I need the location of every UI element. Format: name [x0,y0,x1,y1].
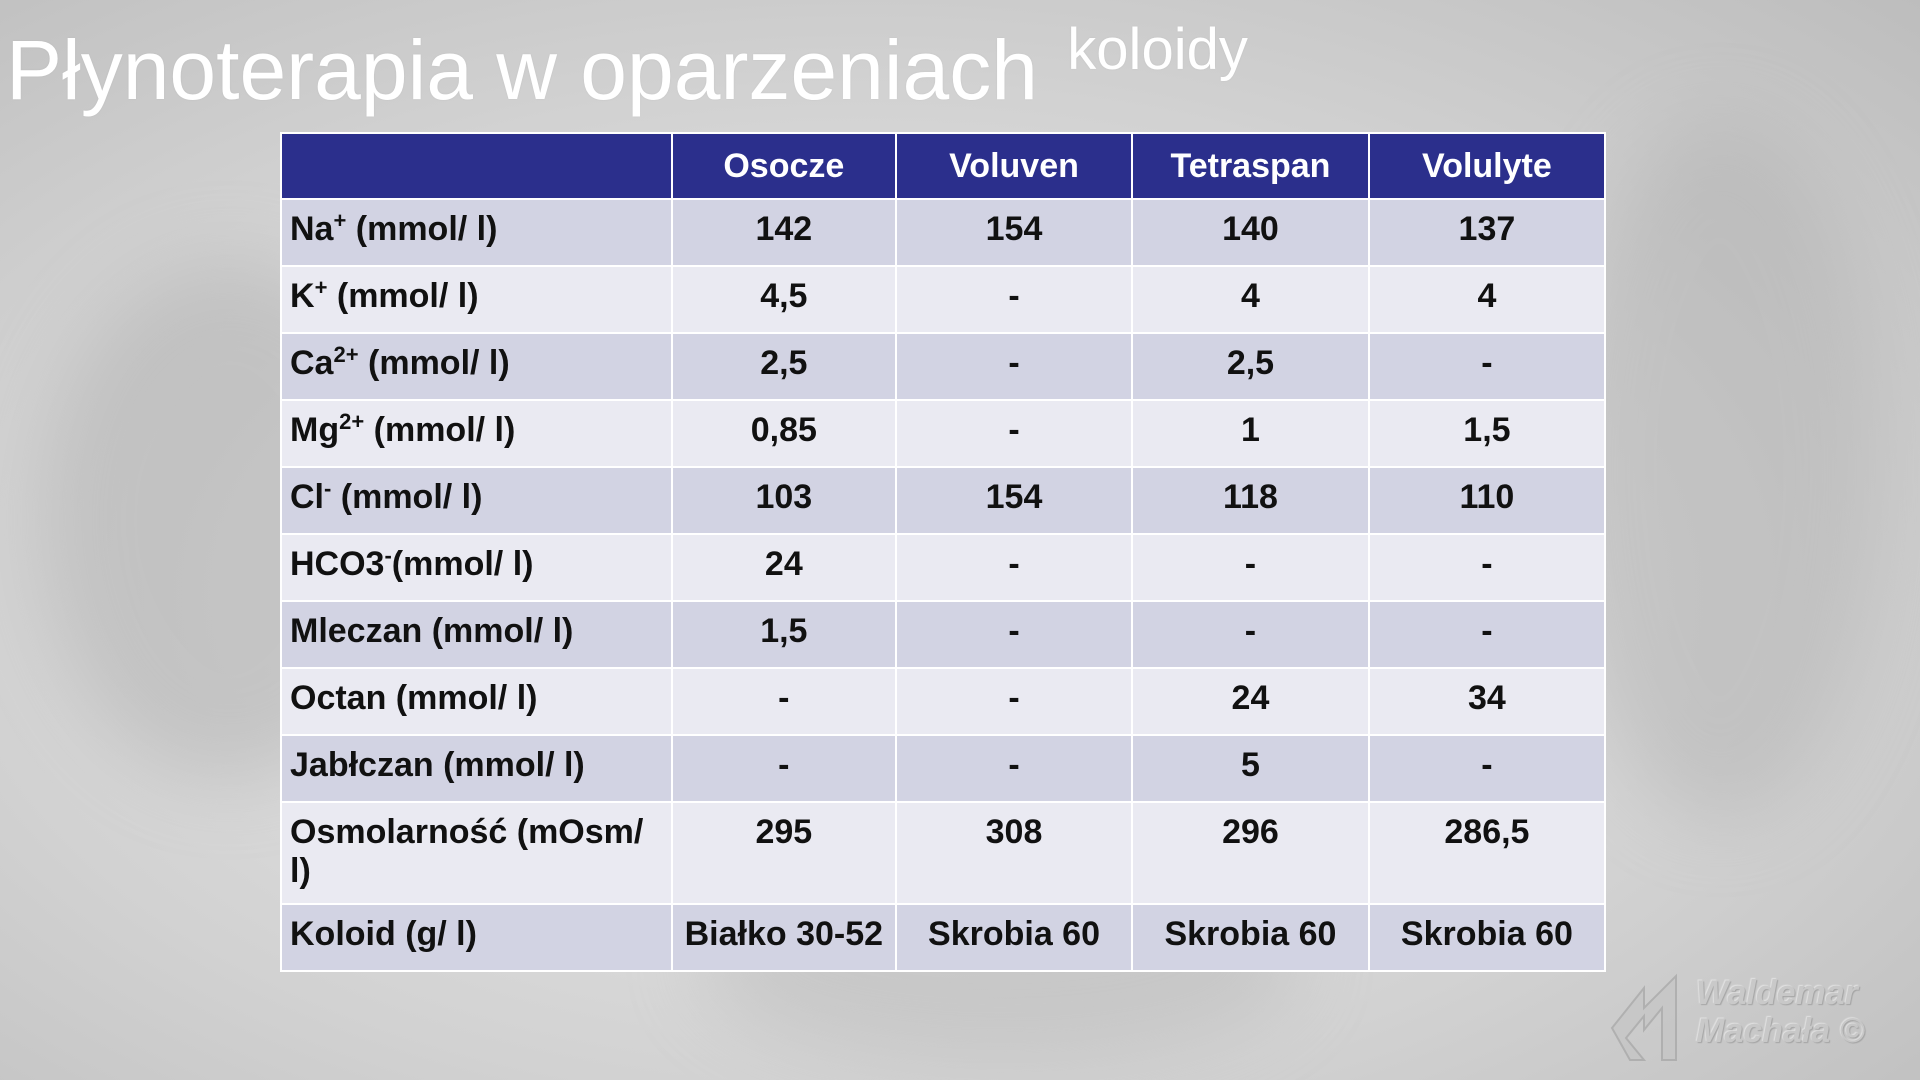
table-cell: - [672,735,896,802]
table-cell: - [1132,534,1369,601]
table-cell: - [1369,601,1605,668]
table-row [281,735,1605,802]
row-label: Mleczan (mmol/ l) [290,612,574,650]
table-cell: 296 [1132,802,1369,904]
background-shade [1560,120,1880,820]
row-label-superscript: - [324,476,332,501]
author-watermark [1604,968,1904,1068]
table-cell: 110 [1369,467,1605,534]
table-cell: 154 [896,199,1132,266]
table-row [281,534,1605,601]
table-row [281,601,1605,668]
table-row [281,467,1605,534]
row-label-cell [281,668,672,735]
row-label: Koloid (g/ l) [290,915,477,953]
table-row [281,333,1605,400]
table-cell: 4 [1369,266,1605,333]
table-cell: - [896,333,1132,400]
row-label: Mg [290,411,340,449]
table-cell: 5 [1132,735,1369,802]
table-cell: - [1132,601,1369,668]
row-label: K [290,277,315,315]
row-label: HCO3 [290,545,385,583]
table-cell: 34 [1369,668,1605,735]
row-label-cell [281,467,672,534]
row-label-superscript: 2+ [333,342,359,367]
row-label-cell [281,534,672,601]
table-cell: 308 [896,802,1132,904]
table-header-row [281,133,1605,199]
table-cell: 1,5 [1369,400,1605,467]
table-cell: 4,5 [672,266,896,333]
slide-title [6,0,1248,120]
table-cell: - [896,668,1132,735]
table-cell: 140 [1132,199,1369,266]
slide-title-text: Płynoterapia w oparzeniach [6,23,1038,117]
table-cell: 4 [1132,266,1369,333]
table-body [281,199,1605,971]
row-label: Ca [290,344,334,382]
header-cell-voluven: Voluven [896,133,1132,199]
watermark-line-2: Machała © [1696,1012,1865,1050]
row-label: Octan (mmol/ l) [290,679,538,717]
header-cell-osocze: Osocze [672,133,896,199]
table-cell: 0,85 [672,400,896,467]
table-cell: - [896,735,1132,802]
row-label-unit: (mmol/ l) [391,545,534,583]
row-label-cell [281,333,672,400]
table-cell: 24 [672,534,896,601]
watermark-line-1: Waldemar [1696,974,1858,1012]
table-cell: 154 [896,467,1132,534]
table-cell: Skrobia 60 [896,904,1132,971]
row-label-cell [281,266,672,333]
table-cell: 286,5 [1369,802,1605,904]
row-label-superscript: 2+ [339,409,365,434]
table-row [281,668,1605,735]
table-cell: - [896,266,1132,333]
table-cell: - [672,668,896,735]
table-cell: 118 [1132,467,1369,534]
table-cell: 24 [1132,668,1369,735]
table-row [281,266,1605,333]
row-label-cell [281,802,672,904]
slide-title-superscript: koloidy [1067,17,1248,82]
table-cell: Skrobia 60 [1369,904,1605,971]
wm-logo-icon [1604,968,1694,1068]
table-cell: 295 [672,802,896,904]
table-cell: - [896,601,1132,668]
row-label-cell [281,400,672,467]
row-label-unit: (mmol/ l) [331,478,483,516]
table-cell: - [896,400,1132,467]
table-cell: 103 [672,467,896,534]
table-cell: - [896,534,1132,601]
row-label-cell [281,904,672,971]
row-label-unit: (mmol/ l) [346,210,498,248]
row-label: Cl [290,478,324,516]
table-cell: 137 [1369,199,1605,266]
table-cell: - [1369,333,1605,400]
header-cell-volulyte: Volulyte [1369,133,1605,199]
table-row [281,400,1605,467]
row-label: Jabłczan (mmol/ l) [290,746,585,784]
row-label: Osmolarność (mOsm/ l) [290,813,644,890]
table-cell: Skrobia 60 [1132,904,1369,971]
table-cell: Białko 30-52 [672,904,896,971]
row-label-unit: (mmol/ l) [358,344,510,382]
table-cell: - [1369,534,1605,601]
row-label-superscript: + [314,275,328,300]
table-row [281,199,1605,266]
table-cell: - [1369,735,1605,802]
row-label: Na [290,210,334,248]
table-cell: 1 [1132,400,1369,467]
row-label-superscript: - [384,543,392,568]
row-label-cell [281,199,672,266]
table-cell: 1,5 [672,601,896,668]
table-cell: 2,5 [672,333,896,400]
table-row [281,802,1605,904]
row-label-superscript: + [333,208,347,233]
row-label-cell [281,601,672,668]
header-cell-empty [281,133,672,199]
electrolyte-comparison-table [280,132,1606,972]
table-cell: 142 [672,199,896,266]
row-label-unit: (mmol/ l) [327,277,479,315]
table-cell: 2,5 [1132,333,1369,400]
row-label-cell [281,735,672,802]
header-cell-tetraspan: Tetraspan [1132,133,1369,199]
table-row [281,904,1605,971]
row-label-unit: (mmol/ l) [364,411,516,449]
